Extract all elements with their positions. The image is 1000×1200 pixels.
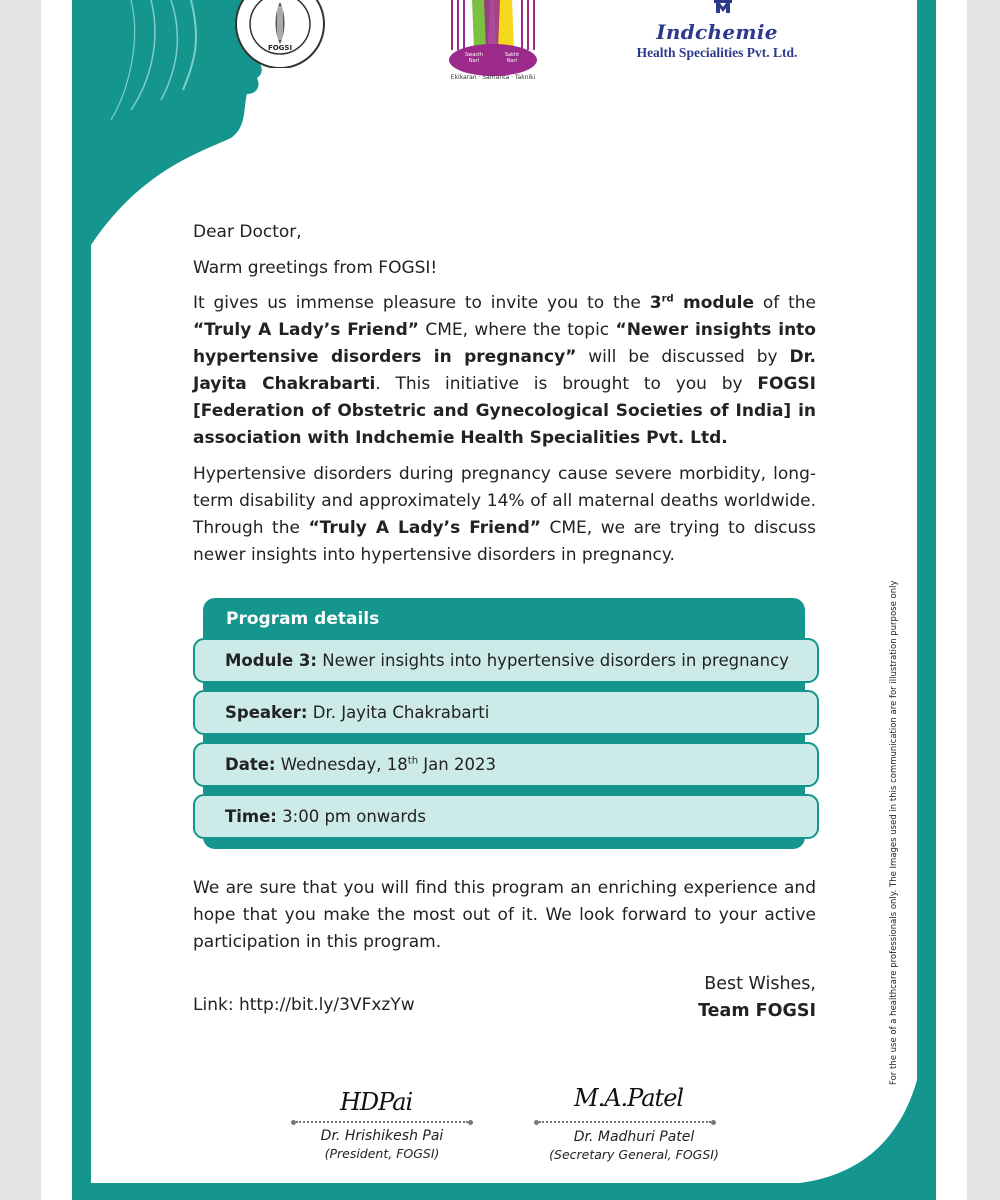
signer-name-pai: Dr. Hrishikesh Pai — [320, 1128, 444, 1144]
signer-name-patel: Dr. Madhuri Patel — [573, 1129, 695, 1145]
program-row-speaker — [193, 690, 819, 735]
program-row-time — [193, 794, 819, 839]
disclaimer-vertical-text: For the use of a healthcare professionals only. The Images used in this communication are for illustration purpose only — [889, 580, 899, 1085]
campaign-logo — [446, 0, 540, 82]
signature-pai: HDPai — [340, 1088, 413, 1116]
module-value: Newer insights into hypertensive disorders in pregnancy — [322, 651, 789, 670]
team-signoff: Team FOGSI — [698, 1001, 816, 1021]
salutation: Dear Doctor, — [193, 222, 302, 242]
signer-role-patel: (Secretary General, FOGSI) — [549, 1147, 719, 1162]
module-label: Module 3: — [225, 651, 317, 670]
program-details-title: Program details — [226, 609, 380, 629]
greeting: Warm greetings from FOGSI! — [193, 258, 438, 278]
signer-role-pai: (President, FOGSI) — [324, 1146, 440, 1161]
corner-curve-decoration — [800, 1080, 917, 1183]
program-row-date — [193, 742, 819, 787]
campaign-tagline: Ekikaran · Samanta · Takniki — [450, 74, 536, 81]
signature-line — [539, 1121, 711, 1123]
intro-paragraph: It gives us immense pleasure to invite you to the 3rd module of the “Truly A Lady’s Friend” CME, where the topic “Newer insights into hypertensive disorders in pregnancy” will be discussed by Dr. Jayita Chakrabarti. This initiative is brought to you by FOGSI [Federation of Obstetric and Gynecological Societies of India] in association with Indchemie Health Specialities Pvt. Ltd. — [193, 293, 816, 448]
time-value: 3:00 pm onwards — [282, 807, 426, 826]
indchemie-name: Indchemie — [656, 20, 778, 44]
indchemie-logo — [632, 0, 802, 62]
indchemie-subtitle: Health Specialities Pvt. Ltd. — [636, 45, 798, 60]
time-label: Time: — [225, 807, 277, 826]
registration-link[interactable]: Link: http://bit.ly/3VFxzYw — [193, 995, 415, 1015]
campaign-right-caption: Sakht Nari — [504, 52, 520, 64]
date-value: Wednesday, 18th Jan 2023 — [280, 755, 496, 774]
indchemie-mark-icon — [712, 0, 734, 14]
signature-patel: M.A.Patel — [574, 1084, 684, 1112]
campaign-left-caption: Swasth Nari — [464, 52, 484, 64]
signature-line-dot — [468, 1120, 473, 1125]
closing-paragraph: We are sure that you will find this program an enriching experience and hope that you make the most out of it. We look forward to your active participation in this program. — [193, 878, 816, 952]
signature-line-dot — [711, 1120, 716, 1125]
fogsi-logo-center-text: FOGSI — [267, 44, 293, 52]
speaker-value: Dr. Jayita Chakrabarti — [312, 703, 490, 722]
date-label: Date: — [225, 755, 276, 774]
fogsi-logo — [234, 0, 326, 68]
speaker-label: Speaker: — [225, 703, 308, 722]
signature-line — [296, 1121, 468, 1123]
program-row-module — [193, 638, 819, 683]
best-wishes: Best Wishes, — [704, 974, 816, 994]
context-paragraph: Hypertensive disorders during pregnancy cause severe morbidity, long-term disability and approximately 14% of all maternal deaths worldwide. Through the “Truly A Lady’s Friend” CME, we are trying to discuss newer insights into hypertensive disorders in pregnancy. — [193, 464, 816, 565]
